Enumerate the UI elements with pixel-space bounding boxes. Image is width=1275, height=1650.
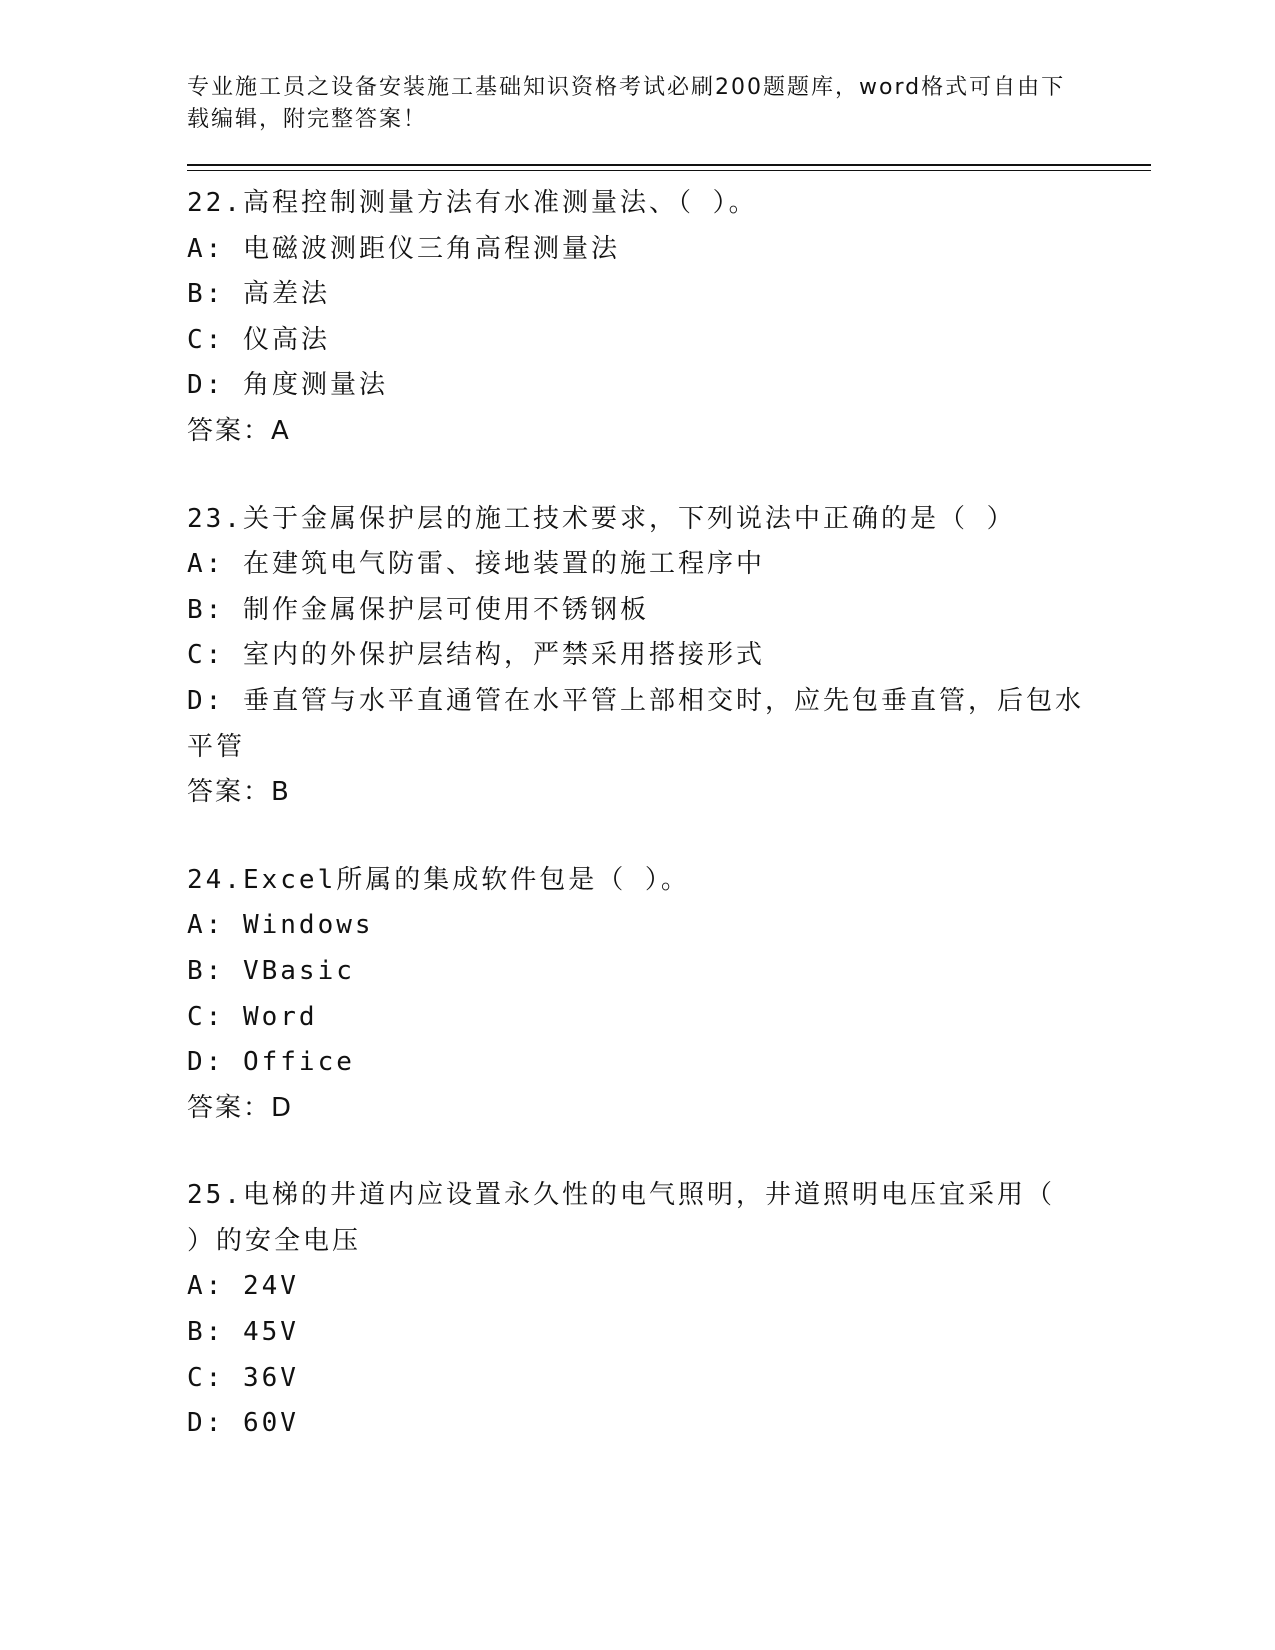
option-a: A: Windows	[187, 910, 374, 941]
question-25	[187, 1173, 1147, 1447]
option-d: D: Office	[187, 1047, 355, 1078]
question-24	[187, 858, 1147, 1132]
option-c: C: 36V	[187, 1362, 299, 1393]
document-page	[187, 72, 1147, 1489]
option-c: C: 仪高法	[187, 324, 330, 355]
option-b: B: 45V	[187, 1317, 299, 1348]
option-a: A: 24V	[187, 1271, 299, 1302]
question-23	[187, 497, 1147, 816]
answer-label: 答案：B	[187, 777, 291, 808]
question-stem: 22.高程控制测量方法有水准测量法、（ ）。	[187, 188, 758, 218]
option-c: C: 室内的外保护层结构，严禁采用搭接形式	[187, 640, 765, 671]
option-d: D: 垂直管与水平直通管在水平管上部相交时，应先包垂直管，后包水平管	[187, 685, 1084, 762]
option-b: B: 高差法	[187, 279, 330, 310]
question-stem: 24.Excel所属的集成软件包是（ ）。	[187, 864, 690, 895]
question-stem: 25.电梯的井道内应设置永久性的电气照明，井道照明电压宜采用（ ）的安全电压	[187, 1180, 1055, 1256]
option-a: A: 电磁波测距仪三角高程测量法	[187, 233, 620, 264]
question-stem: 23.关于金属保护层的施工技术要求，下列说法中正确的是（ ）	[187, 503, 1016, 534]
document-header: 专业施工员之设备安装施工基础知识资格考试必刷200题题库，word格式可自由下载编辑，附完整答案！	[187, 75, 1066, 132]
option-d: D: 角度测量法	[187, 370, 388, 401]
answer-label: 答案：D	[187, 1092, 294, 1123]
option-b: B: 制作金属保护层可使用不锈钢板	[187, 594, 649, 625]
option-d: D: 60V	[187, 1408, 299, 1439]
answer-label: 答案：A	[187, 415, 291, 446]
option-b: B: VBasic	[187, 955, 355, 986]
question-22	[187, 181, 1147, 455]
option-a: A: 在建筑电气防雷、接地装置的施工程序中	[187, 549, 765, 580]
question-list	[187, 181, 1147, 1447]
header-divider	[187, 164, 1151, 171]
option-c: C: Word	[187, 1001, 318, 1032]
